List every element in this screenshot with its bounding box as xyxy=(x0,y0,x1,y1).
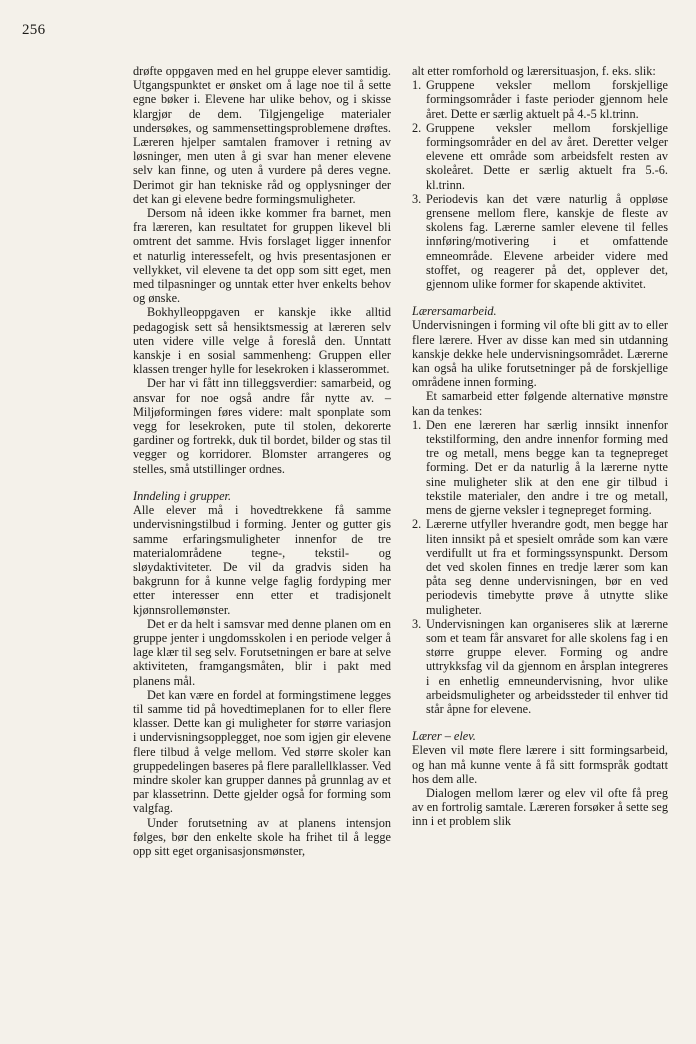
section-spacer xyxy=(133,476,391,489)
numbered-list-samarbeid xyxy=(412,418,668,716)
paragraph: Alle elever må i hovedtrekkene få samme undervisningstilbud i forming. Jenter og gutter gis samme erfaringsmuligheter innenfor de tre materialområdene tegne-, tekstil- og sløydaktiviteter. De vil da gradvis siden ha bakgrunn for å kunne velge faglig fordyping mer etter interesser enn etter et tradisjonelt kjønnsrollemønster. xyxy=(133,503,391,617)
paragraph: drøfte oppgaven med en hel gruppe elever samtidig. Utgangspunktet er ønsket om å lage noe til å sette egne bøker i. Elevene har ulike behov, og i skisse klargjør de dem. Tilgjengelige materialer undersøkes, og sammensettingsproblemene drøftes. Læreren hjelper samtalen framover i retning av løsninger, men uten å gi svar han mener elevene selv kan finne, og uten å vurdere på deres vegne. Derimot gir han tekniske råd og opplysninger der det kan gi elevene bedre formingsmuligheter. xyxy=(133,64,391,206)
paragraph: Dersom nå ideen ikke kommer fra barnet, men fra læreren, kan resultatet for gruppen likevel bli omtrent det samme. Hvis forslaget ligger innenfor et naturlig interessefelt, og hvis presentasjonen er vellykket, vil elevene ta det opp som sitt eget, men med tilpasninger og unntak etter hver enkelts behov og ønske. xyxy=(133,206,391,306)
list-number: 1. xyxy=(412,417,422,432)
list-item xyxy=(412,121,668,192)
list-item xyxy=(412,192,668,291)
paragraph: Et samarbeid etter følgende alternative mønstre kan da tenkes: xyxy=(412,389,668,418)
section-spacer xyxy=(412,716,668,729)
list-item-text: Gruppene veksler mellom forskjellige formingsområder i faste perioder gjennom hele året. Dette er særlig aktuelt på 4.-5 kl.trinn. xyxy=(426,78,668,121)
paragraph: Det er da helt i samsvar med denne planen om en gruppe jenter i ungdomsskolen i en periode velger å lage klær til seg selv. Forutsetningen er bare at selve aktiviteten, framgangsmåten, blir i pakt med planens mål. xyxy=(133,616,391,688)
left-column xyxy=(133,64,391,858)
section-heading-laerersamarbeid: Lærersamarbeid. xyxy=(412,304,497,319)
paragraph: alt etter romforhold og lærersituasjon, f. eks. slik: xyxy=(412,64,656,78)
paragraph: Bokhylleoppgaven er kanskje ikke alltid pedagogisk sett så hensiktsmessig at læreren selv uten videre ville velge å foreslå den. Unntatt kanskje i en sosial sammenheng: Gruppen eller klassen trenger hylle for lesekroken i klasserommet. xyxy=(133,305,391,377)
paragraph: Undervisningen i forming vil ofte bli gitt av to eller flere lærere. Hver av disse kan med sin utdanning kanskje dekke hele undervisningsområdet. Lærerne kan også ha ulike forutsetninger på de forskjellige områdene innen forming. xyxy=(412,318,668,390)
list-item xyxy=(412,617,668,716)
page-number: 256 xyxy=(22,22,46,38)
section-spacer xyxy=(412,291,668,304)
list-item-text: Gruppene veksler mellom forskjellige formingsområder en del av året. Deretter velger elevene ett område som arbeidsfelt resten av skoleåret. Dette er særlig aktuelt fra 5.-6. kl.trinn. xyxy=(426,120,668,192)
list-number: 2. xyxy=(412,120,422,135)
list-number: 3. xyxy=(412,616,422,631)
list-item xyxy=(412,418,668,517)
list-item-text: Undervisningen kan organiseres slik at lærerne som et team får ansvaret for alle skolens fag i en større gruppe elever. Forming og andre uttrykksfag vil da gjennom en årsplan integreres i en enhetlig emneundervisning, hvor ulike arbeidsmuligheter og arbeidssteder til enhver tid står åpne for elevene. xyxy=(426,616,668,716)
right-column xyxy=(412,64,668,829)
list-number: 2. xyxy=(412,517,422,532)
list-item-text: Periodevis kan det være naturlig å oppløse grensene mellom flere, kanskje de fleste av skolens fag. Lærerne samler elevene til felles innføring/motivering i et omfattende emneområde. Elevene arbeider videre med stoffet, og reagerer på det, opplever det, gjennom ulike former for skapende aktivitet. xyxy=(426,191,668,292)
numbered-list-organisation xyxy=(412,78,668,291)
list-item-text: Lærerne utfyller hverandre godt, men begge har liten innsikt på et spesielt område som kan være verdifullt ut fra et formingssynspunkt. Dersom det ved skolen finnes en tredje lærer som kan påta seg denne undervisningen, bør en ved periodevis timebytte prøve å utnytte slike muligheter. xyxy=(426,517,668,617)
list-number: 1. xyxy=(412,78,422,93)
section-heading-laerer-elev: Lærer – elev. xyxy=(412,729,476,744)
paragraph: Dialogen mellom lærer og elev vil ofte få preg av en fortrolig samtale. Læreren forsøker å sette seg inn i et problem slik xyxy=(412,785,668,829)
list-number: 3. xyxy=(412,191,422,206)
section-heading-grupper: Inndeling i grupper. xyxy=(133,488,232,503)
paragraph: Det kan være en fordel at formingstimene legges til samme tid på hovedtimeplanen for to eller flere klasser. Dette kan gi muligheter for større variasjon i undervisningsopplegget, noe som igjen gir elevene flere tilbud å velge mellom. Ved større skoler kan gruppedelingen baseres på flere parallellklasser. Ved mindre skoler kan grupper dannes på grunnlag av et par klassetrinn. Dette gjelder også for forming som valgfag. xyxy=(133,687,391,816)
list-item xyxy=(412,517,668,616)
list-item-text: Den ene læreren har særlig innsikt innenfor tekstilforming, den andre innenfor forming med tre og metall, mens begge kan ta tegnepreget forming. Det er da naturlig å la lærerne nytte sine muligheter slik at den ene gir tilbud i tekstile materialer, den andre i tre og metall, mens de gjerne veksler i tegnepreget forming. xyxy=(426,417,668,518)
paragraph: Under forutsetning av at planens intensjon følges, bør den enkelte skole ha frihet til å legge opp sitt eget organisasjonsmønster, xyxy=(133,815,391,858)
list-item xyxy=(412,78,668,121)
paragraph: Der har vi fått inn tilleggsverdier: samarbeid, og ansvar for noe også andre får nytte av. – Miljøformingen føres videre: malt sponplate som vegg for lesekroken, pute til stolen, dekorerte gardiner og fortrekk, duk til bordet, bilder og stas til vegger og korridorer. Blomster arrangeres og stelles, små utstillinger ordnes. xyxy=(133,376,391,476)
paragraph: Eleven vil møte flere lærere i sitt formingsarbeid, og han må kunne vente å få sitt formspråk godtatt hos dem alle. xyxy=(412,743,668,786)
